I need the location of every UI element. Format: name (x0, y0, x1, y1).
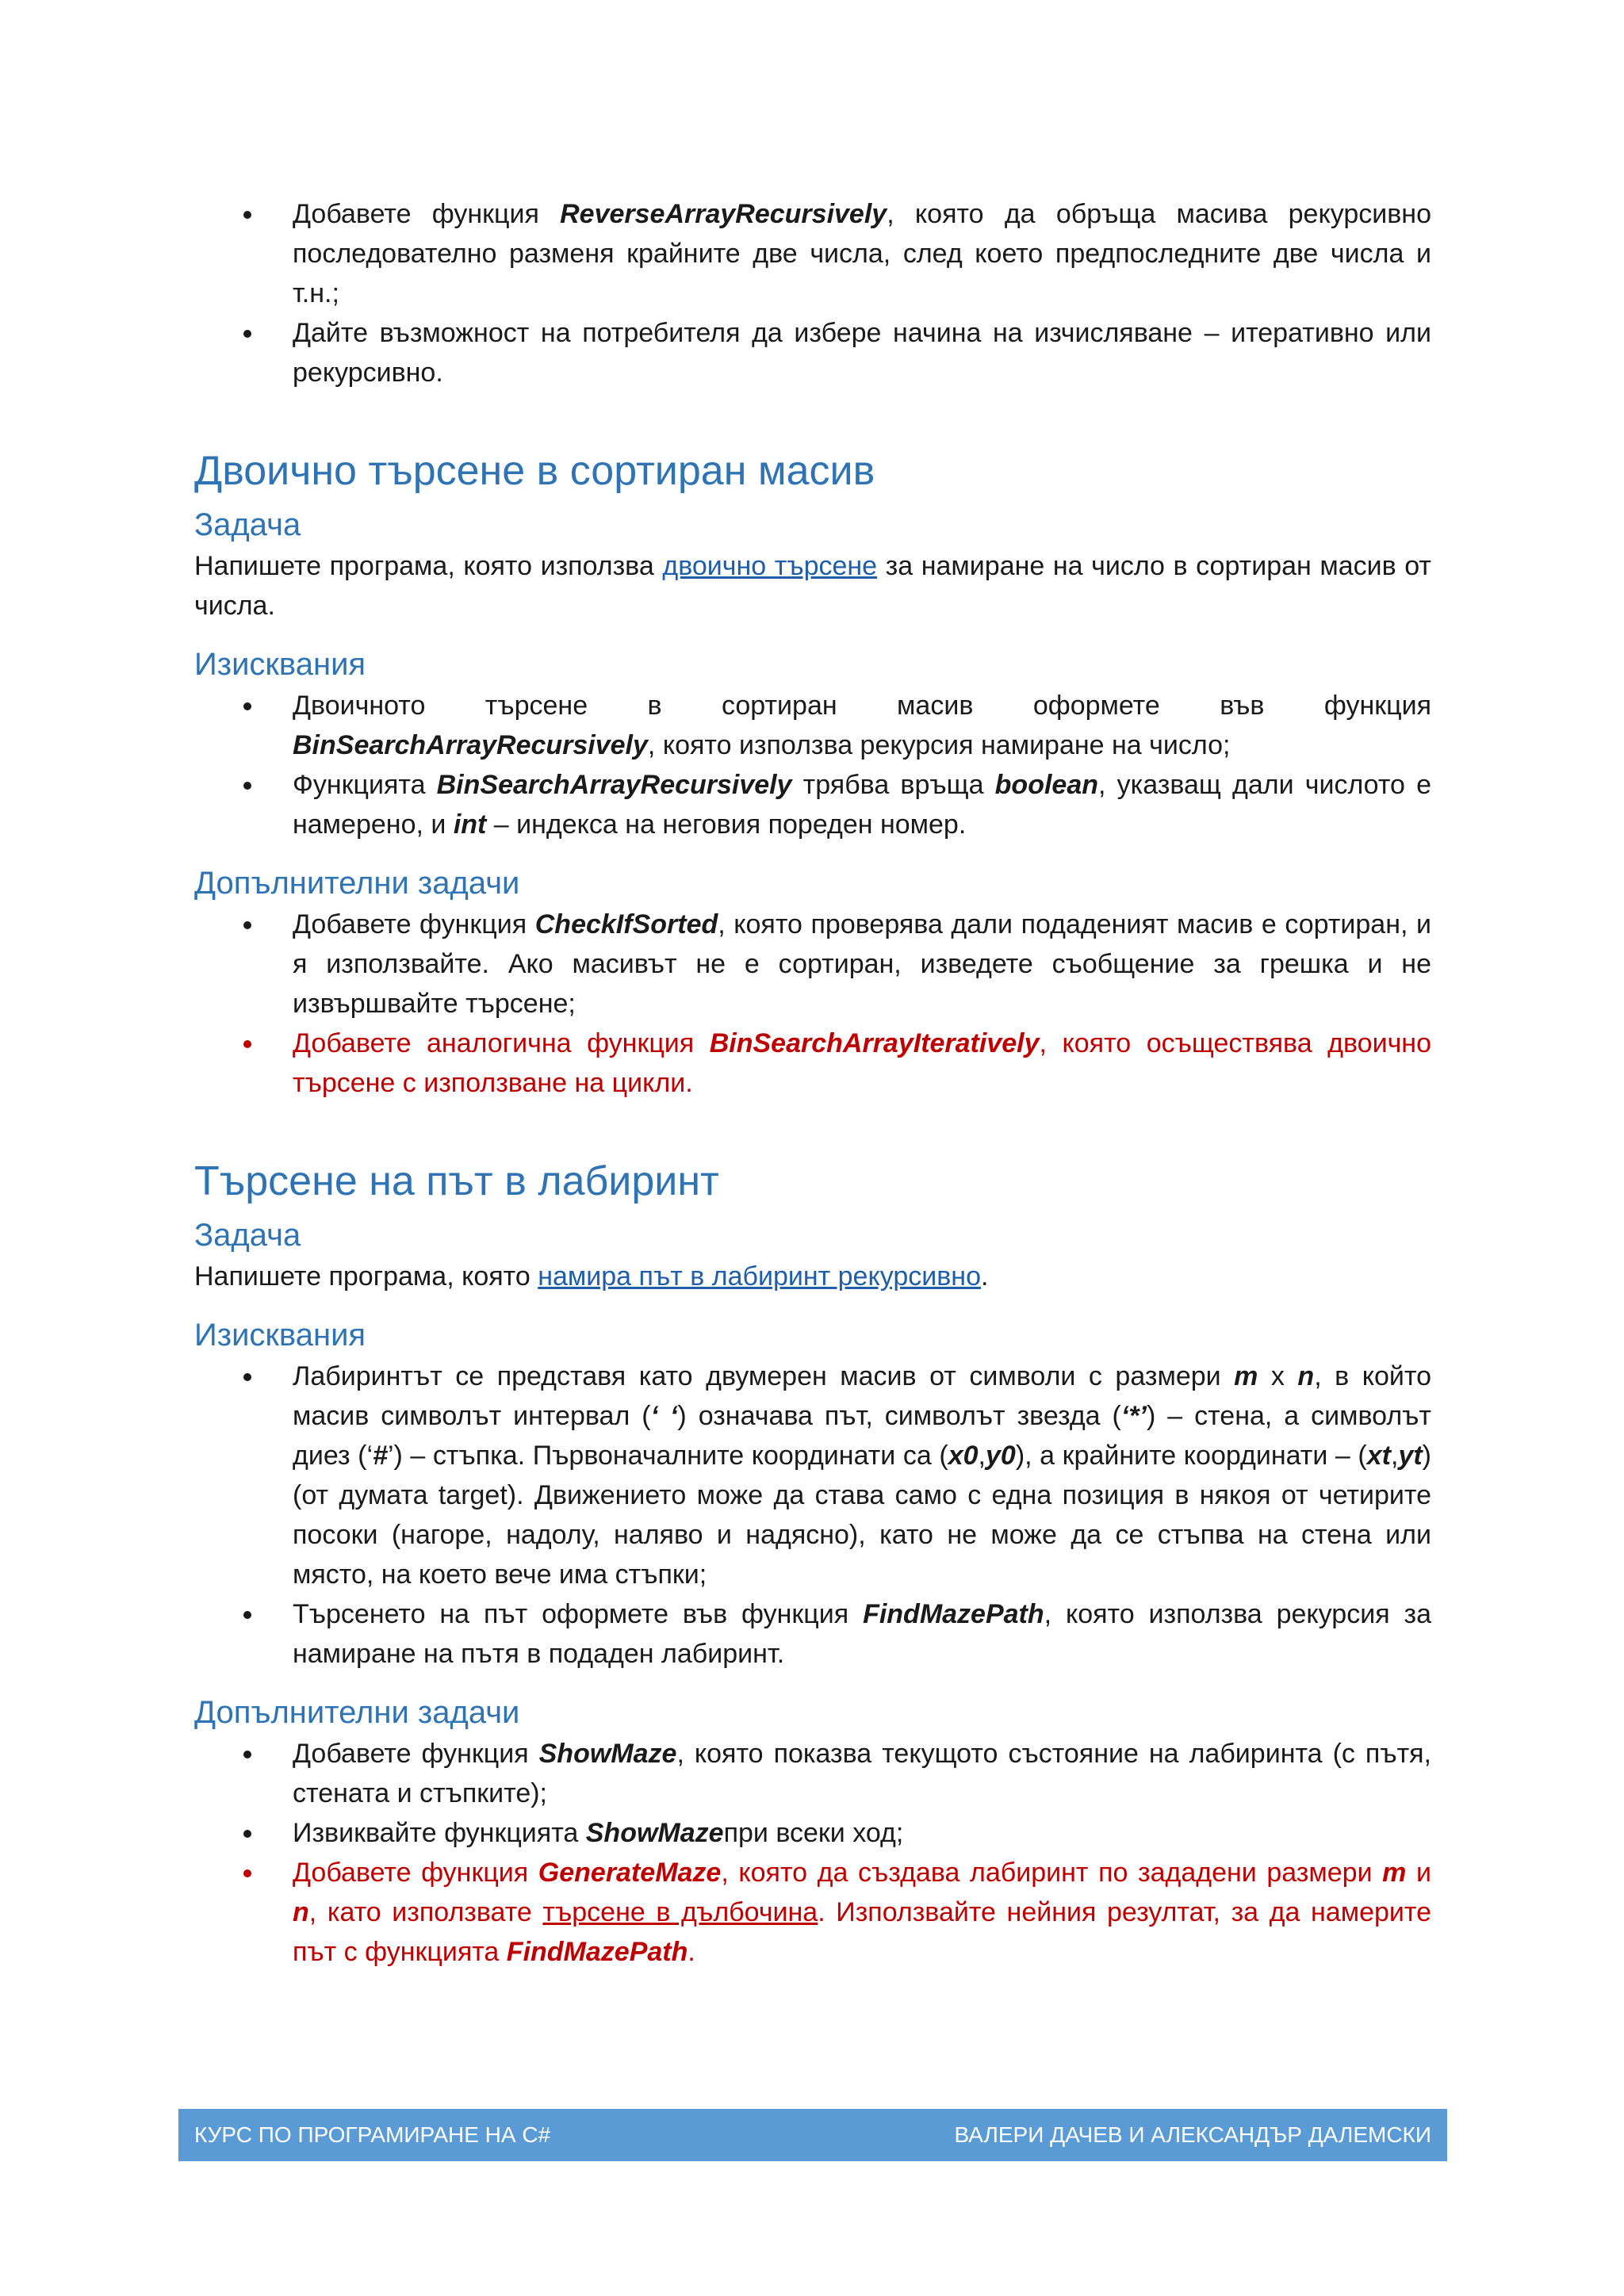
bullet-icon (243, 1751, 251, 1758)
binary-search-link[interactable]: двоично търсене (662, 551, 878, 581)
function-name: BinSearchArrayRecursively (436, 770, 792, 800)
list-item: Добавете функция CheckIfSorted, която проверява дали подаденият масив е сортиран, и я използвайте. Ако масивът не е сортиран, изведете съобщение за грешка и не извършвайте търсене; (194, 905, 1431, 1024)
type-name: boolean (994, 770, 1098, 800)
requirements-list (194, 1357, 1431, 1674)
function-name: ShowMaze (585, 1818, 724, 1848)
list-item: Добавете функция ShowMaze, която показва текущото състояние на лабиринта (с пътя, стената и стъпките); (194, 1734, 1431, 1813)
list-item: Двоичното търсене в сортиран масив оформете във функция BinSearchArrayRecursively, която използва рекурсия намиране на число; (194, 686, 1431, 765)
function-name: FindMazePath (863, 1599, 1044, 1629)
task-text: Напишете програма, която използва двоично търсене за намиране на число в сортиран масив от числа. (194, 551, 1432, 621)
footer-authors: ВАЛЕРИ ДАЧЕВ И АЛЕКСАНДЪР ДАЛЕМСКИ (954, 2122, 1431, 2147)
bullet-icon (243, 702, 251, 710)
function-name: ReverseArrayRecursively (560, 199, 887, 229)
extra-tasks-heading: Допълнителни задачи (194, 866, 520, 901)
task-text: Напишете програма, която намира път в лабиринт рекурсивно. (194, 1261, 989, 1292)
bullet-icon (243, 921, 251, 929)
bullet-icon (243, 330, 251, 338)
dfs-link[interactable]: търсене в дълбочина (542, 1897, 818, 1927)
function-name: ShowMaze (538, 1739, 677, 1769)
list-item: Търсенето на път оформете във функция FindMazePath, която използва рекурсия за намиране на пътя в подаден лабиринт. (194, 1594, 1431, 1674)
task-heading: Задача (194, 507, 301, 542)
function-name: BinSearchArrayRecursively (293, 730, 648, 760)
footer-course-title: КУРС ПО ПРОГРАМИРАНЕ НА C# (194, 2122, 551, 2147)
requirements-heading: Изисквания (194, 1318, 366, 1353)
bullet-icon (243, 1830, 251, 1838)
bullet-icon (243, 1040, 251, 1048)
list-item: Добавете аналогична функция BinSearchArrayIteratively, която осъществява двоично търсене с използване на цикли. (194, 1024, 1431, 1103)
task-heading: Задача (194, 1218, 301, 1253)
bullet-icon (243, 782, 251, 790)
page-footer (178, 2109, 1447, 2161)
bullet-icon (243, 1869, 251, 1877)
requirements-list (194, 686, 1431, 844)
function-name: FindMazePath (506, 1937, 688, 1967)
type-name: int (453, 809, 487, 840)
document-page (194, 194, 1431, 1972)
extra-tasks-list (194, 1734, 1431, 1972)
section-title-maze-path: Търсене на път в лабиринт (194, 1158, 719, 1204)
bullet-icon (243, 1611, 251, 1619)
bullet-icon (243, 211, 251, 219)
requirements-heading: Изисквания (194, 647, 366, 682)
function-name: BinSearchArrayIteratively (709, 1028, 1040, 1058)
list-item: Извиквайте функцията ShowMazeпри всеки ход; (194, 1813, 1431, 1853)
maze-recursive-link[interactable]: намира път в лабиринт рекурсивно (538, 1261, 981, 1292)
section-title-binary-search: Двоично търсене в сортиран масив (194, 448, 875, 494)
function-name: GenerateMaze (538, 1858, 722, 1888)
extra-tasks-heading: Допълнителни задачи (194, 1695, 520, 1730)
list-item: Лабиринтът се представя като двумерен масив от символи с размери m х n, в който масив символът интервал (‘ ‘) означава път, символът звезда (‘*’) – стена, а символът диез (‘#’) – стъпка. Първоначалните координати са (x0,y0), а крайните координати – (xt,yt) (от думата target). Движението може да става само с една позиция в някоя от четирите посоки (нагоре, надолу, наляво и надясно), като не може да се стъпва на стена или място, на което вече има стъпки; (194, 1357, 1431, 1594)
list-item: Добавете функция GenerateMaze, която да създава лабиринт по зададени размери m и n, като използвате търсене в дълбочина. Използвайте нейния резултат, за да намерите път с функцията FindMazePath. (194, 1853, 1431, 1972)
intro-bullet-list (194, 194, 1431, 392)
extra-tasks-list (194, 905, 1431, 1103)
bullet-icon (243, 1373, 251, 1381)
list-item: Добавете функция ReverseArrayRecursively, която да обръща масива рекурсивно последователно разменя крайните две числа, след което предпоследните две числа и т.н.; (194, 194, 1431, 313)
list-item: Дайте възможност на потребителя да избере начина на изчисляване – итеративно или рекурсивно. (194, 313, 1431, 392)
list-item: Функцията BinSearchArrayRecursively трябва връща boolean, указващ дали числото е намерено, и int – индекса на неговия пореден номер. (194, 765, 1431, 844)
function-name: CheckIfSorted (534, 909, 718, 939)
